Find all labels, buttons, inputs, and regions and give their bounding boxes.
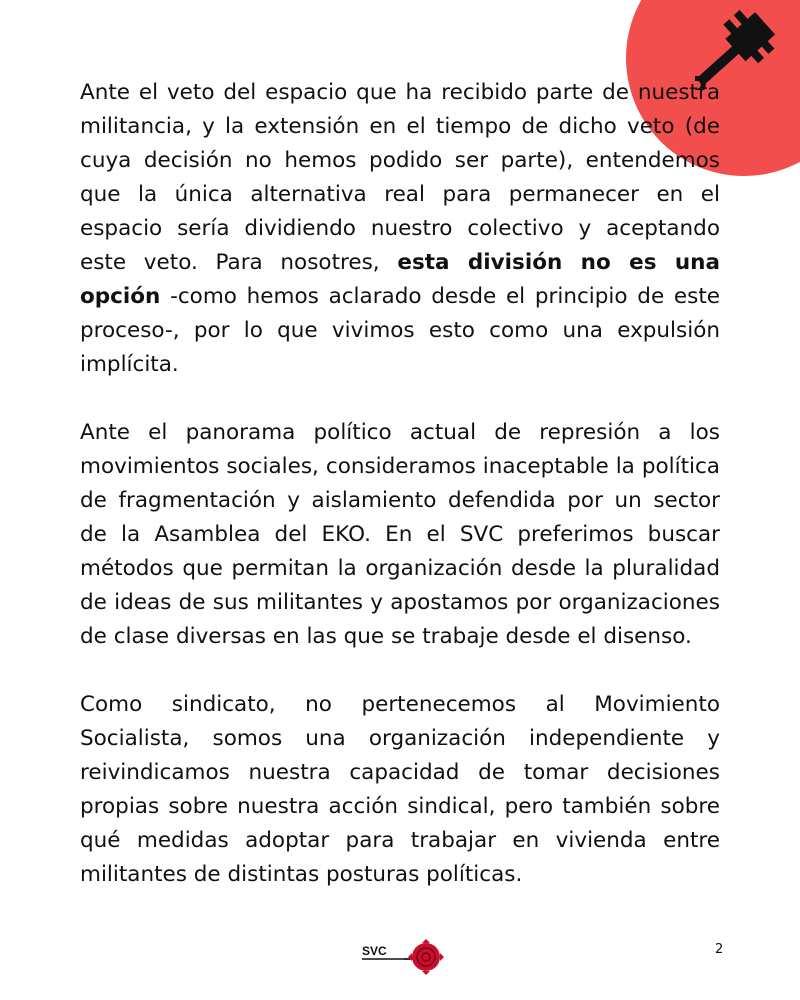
rose-icon: [408, 939, 444, 975]
paragraph-1-bold-text: esta división no es una opción: [80, 250, 720, 309]
paragraph-1-text-end: -como hemos aclarado desde el principio de este proceso-, por lo que vivimos esto como una expulsión implícita.: [80, 284, 720, 377]
main-content: [80, 76, 720, 926]
page-number: 2: [715, 942, 724, 957]
svc-logo: [360, 937, 444, 975]
paragraph-3: Como sindicato, no pertenecemos al Movimiento Socialista, somos una organización independiente y reivindicamos nuestra capacidad de tomar decisiones propias sobre nuestra acción sindical, pero también sobre qué medidas adoptar para trabajar en vivienda entre militantes de distintas posturas políticas.: [80, 692, 720, 887]
paragraph-1: [80, 76, 720, 382]
paragraph-1-text-start: Ante el veto del espacio que ha recibido parte de nuestra militancia, y la extensión en el tiempo de dicho veto (de cuya decisión no hemos podido ser parte), entendemos que la única alternativa real para permanecer en el espacio sería dividiendo nuestro colectivo y aceptando este veto. Para nosotres,: [80, 80, 720, 275]
paragraph-2: Ante el panorama político actual de represión a los movimientos sociales, consideramos inaceptable la política de fragmentación y aislamiento defendida por un sector de la Asamblea del EKO. En el SVC preferimos buscar métodos que permitan la organización desde la pluralidad de ideas de sus militantes y apostamos por organizaciones de clase diversas en las que se trabaje desde el disenso.: [80, 420, 720, 649]
logo-text: SVC: [362, 944, 387, 958]
